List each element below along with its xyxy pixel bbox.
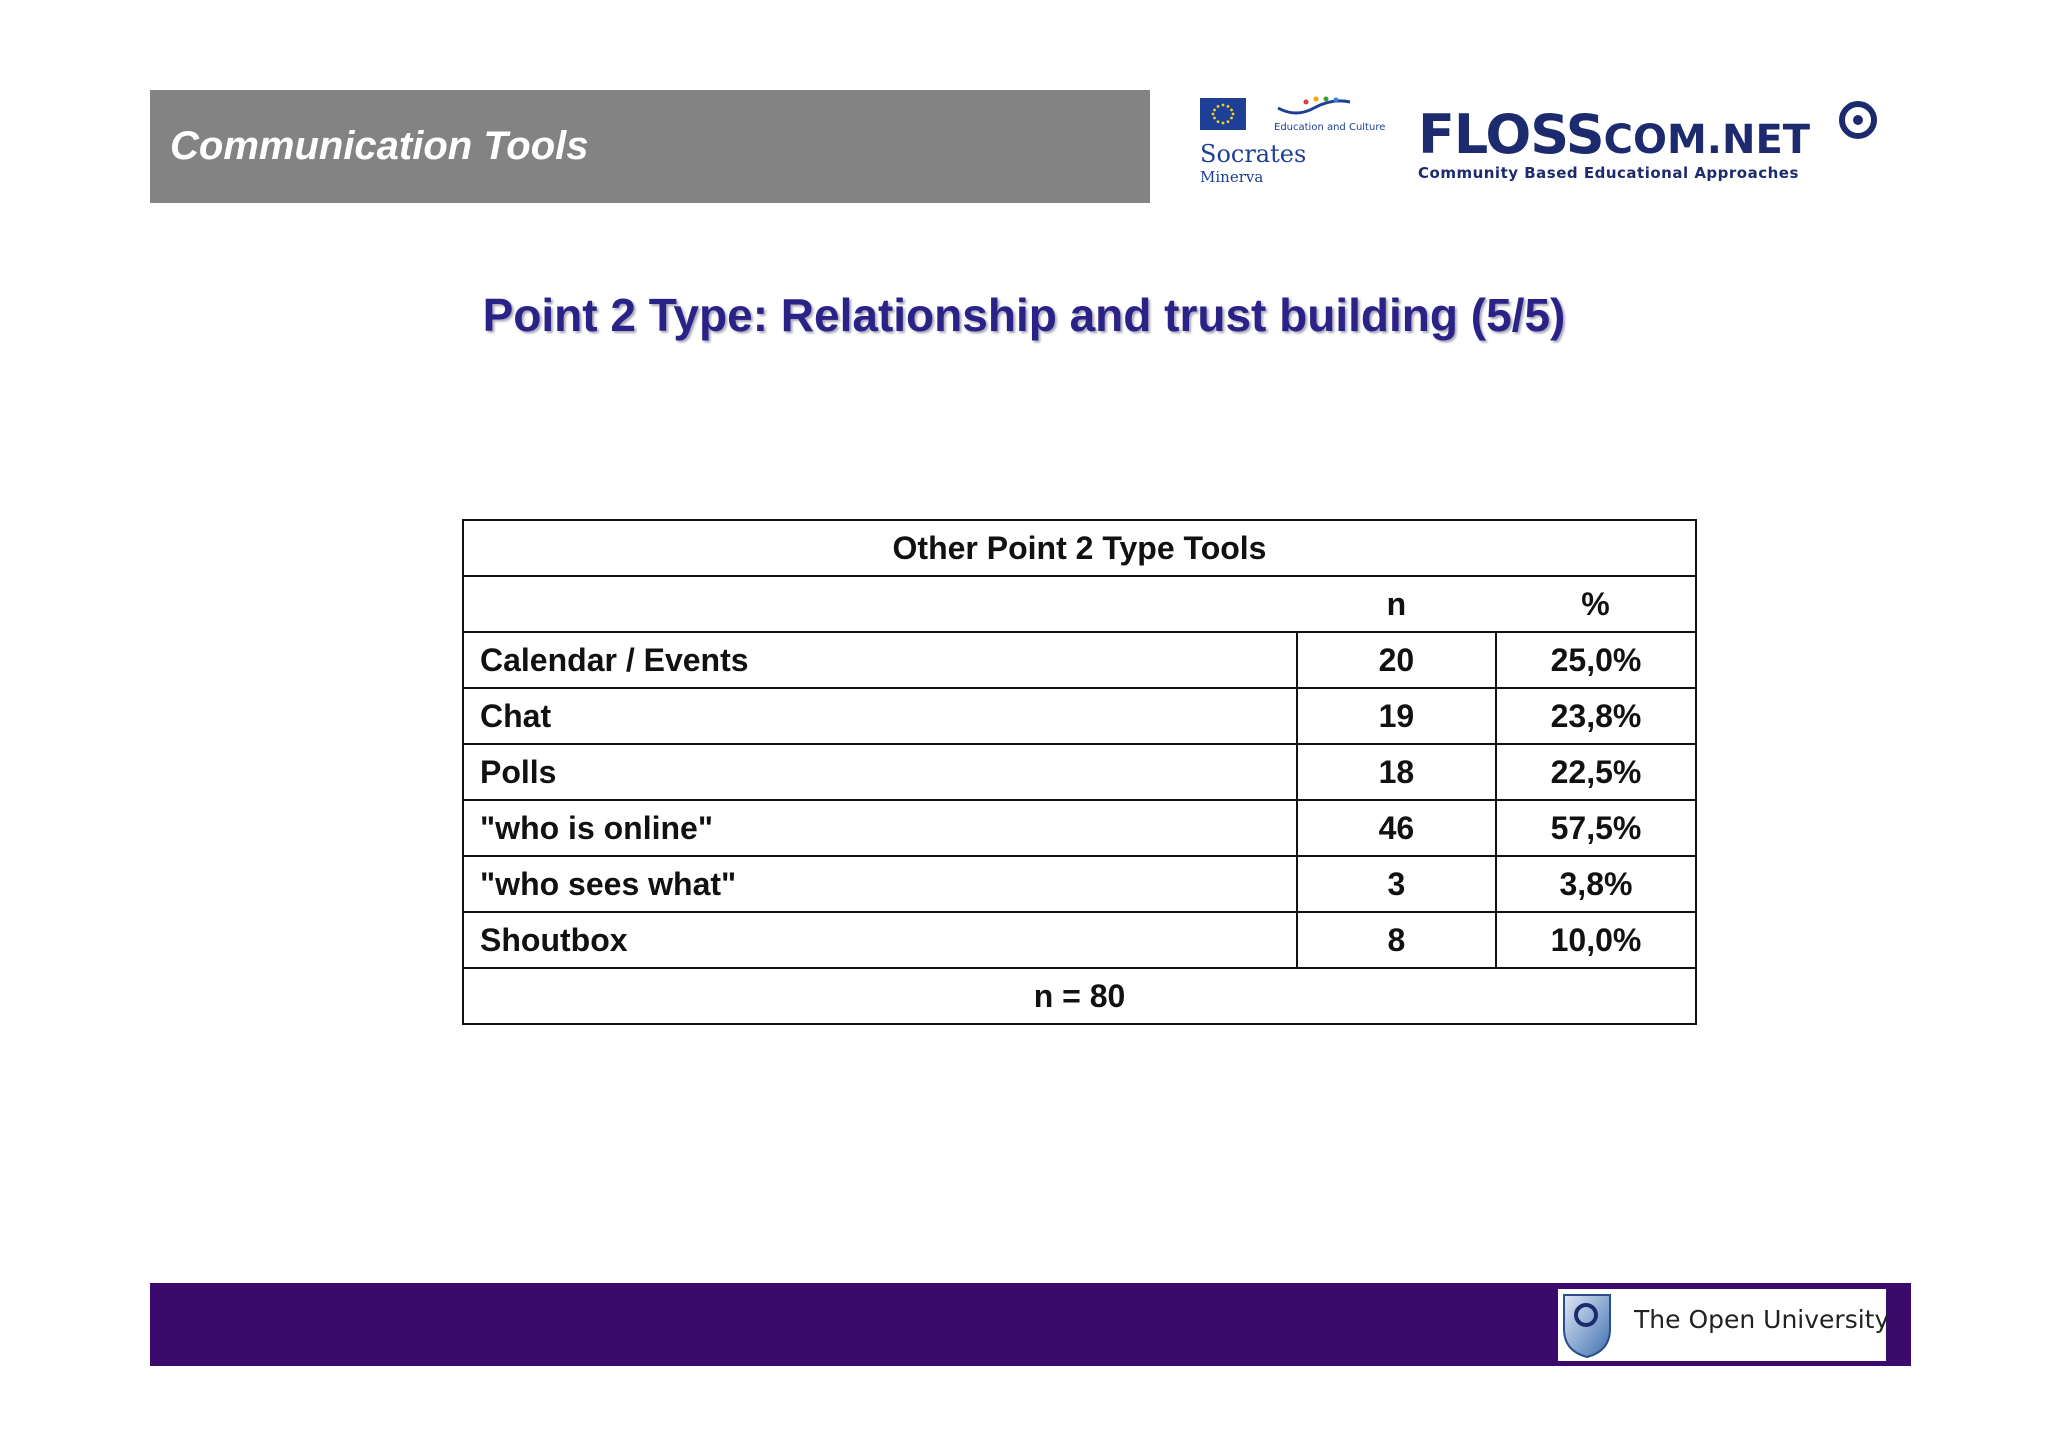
row-percent: 23,8% (1496, 688, 1696, 744)
header-title: Communication Tools (170, 124, 589, 168)
ou-shield-icon (1560, 1291, 1614, 1359)
socrates-logo (1196, 92, 1386, 192)
minerva-label: Minerva (1200, 168, 1264, 186)
row-n: 19 (1297, 688, 1496, 744)
row-label: Polls (463, 744, 1297, 800)
header-blank (463, 576, 1297, 632)
table-row (463, 744, 1696, 800)
header-bar (150, 90, 1150, 203)
table-row (463, 632, 1696, 688)
row-percent: 10,0% (1496, 912, 1696, 968)
table-row (463, 800, 1696, 856)
row-n: 8 (1297, 912, 1496, 968)
tools-table (462, 519, 1697, 1025)
table-row (463, 688, 1696, 744)
header-n: n (1297, 576, 1496, 632)
row-percent: 57,5% (1496, 800, 1696, 856)
table-footer-row (463, 968, 1696, 1024)
row-percent: 25,0% (1496, 632, 1696, 688)
table-row (463, 912, 1696, 968)
swoosh-icon (1276, 94, 1352, 120)
row-percent: 3,8% (1496, 856, 1696, 912)
header-percent: % (1496, 576, 1696, 632)
slide-title: Point 2 Type: Relationship and trust building (5/5) (482, 289, 1566, 341)
eu-flag-icon (1200, 98, 1246, 130)
row-label: Chat (463, 688, 1297, 744)
row-label: "who sees what" (463, 856, 1297, 912)
table-caption: Other Point 2 Type Tools (463, 520, 1696, 576)
row-label: "who is online" (463, 800, 1297, 856)
table-header-row (463, 576, 1696, 632)
row-n: 3 (1297, 856, 1496, 912)
row-percent: 22,5% (1496, 744, 1696, 800)
row-n: 18 (1297, 744, 1496, 800)
socrates-label: Socrates (1200, 140, 1307, 168)
table-footer: n = 80 (463, 968, 1696, 1024)
flosscom-name-small: COM.NET (1603, 117, 1811, 163)
open-university-label: The Open University (1634, 1305, 1890, 1334)
row-n: 20 (1297, 632, 1496, 688)
table-caption-row (463, 520, 1696, 576)
row-n: 46 (1297, 800, 1496, 856)
open-university-logo (1558, 1289, 1890, 1361)
education-culture-label: Education and Culture (1274, 122, 1386, 133)
flosscom-tagline: Community Based Educational Approaches (1418, 164, 1799, 182)
ring-icon (1836, 98, 1880, 142)
table-row (463, 856, 1696, 912)
row-label: Calendar / Events (463, 632, 1297, 688)
flosscom-wordmark (1418, 103, 1811, 166)
flosscom-name-big: FLOSS (1418, 103, 1604, 166)
flosscom-logo (1418, 94, 1898, 194)
row-label: Shoutbox (463, 912, 1297, 968)
